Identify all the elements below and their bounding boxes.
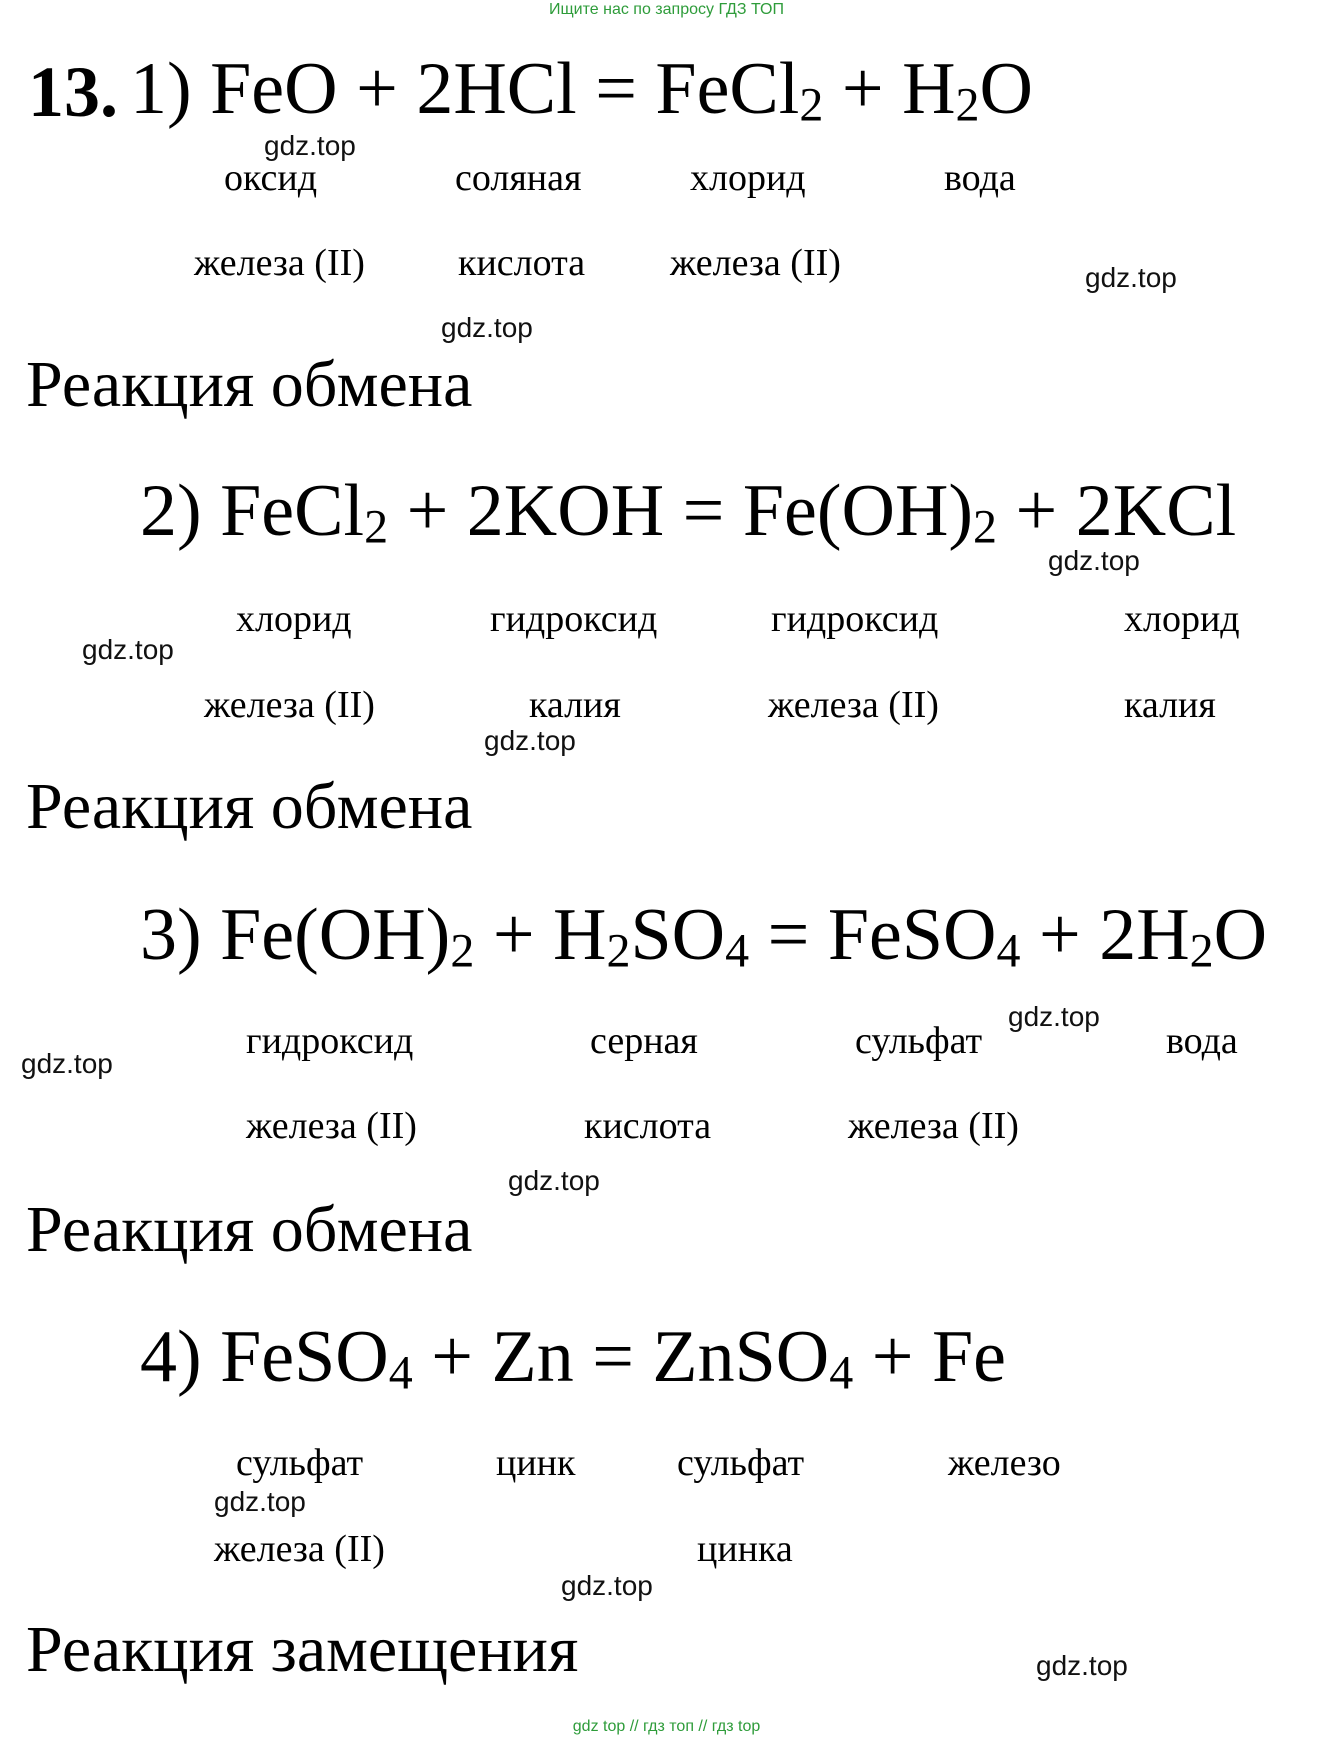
watermark: gdz.top (508, 1165, 600, 1196)
equation-3-part: Fe(OH) (220, 894, 451, 976)
watermark: gdz.top (82, 634, 174, 665)
equation-1-part: FeO + 2HCl = FeCl (210, 48, 800, 130)
eq1-label-top-3: хлорид (690, 157, 806, 199)
eq3-label-top-1: гидроксид (246, 1020, 414, 1062)
equation-1-number: 1) (130, 48, 192, 130)
equation-3-subscript: 2 (606, 924, 631, 978)
eq2-label-bottom-4: калия (1124, 684, 1216, 726)
top-banner: Ищите нас по запросу ГДЗ ТОП (549, 1, 784, 18)
bottom-banner: gdz top // гдз топ // гдз top (572, 1718, 761, 1735)
eq1-label-top-1: оксид (224, 157, 318, 199)
equation-1-part: O (979, 48, 1033, 130)
reaction-type-3: Реакция обмена (26, 1193, 473, 1266)
equation-2-part: FeCl (220, 470, 365, 552)
task-number: 13. (28, 52, 118, 132)
equation-3-part: O (1213, 894, 1268, 976)
eq1-label-bottom-3: железа (II) (670, 242, 841, 284)
equation-1-subscript: 2 (799, 78, 824, 132)
eq4-label-bottom-2: цинка (697, 1528, 793, 1570)
equation-3-subscript: 4 (996, 924, 1021, 978)
eq3-label-bottom-3: железа (II) (848, 1105, 1019, 1147)
equation-2-part: + 2KOH = Fe(OH) (388, 470, 974, 552)
watermark: gdz.top (214, 1486, 306, 1517)
equation-2-subscript: 2 (364, 500, 389, 554)
eq4-label-top-4: железо (948, 1442, 1061, 1484)
equation-2 (140, 470, 1237, 554)
equation-2-subscript: 2 (973, 500, 998, 554)
watermark: gdz.top (264, 130, 356, 161)
equation-1-part: + H (823, 48, 956, 130)
equation-3-part: SO (630, 894, 726, 976)
equation-2-number: 2) (140, 470, 202, 552)
equation-3 (140, 894, 1268, 978)
watermark: gdz.top (484, 725, 576, 756)
eq2-label-top-1: хлорид (236, 598, 352, 640)
equation-4-part: + Zn = ZnSO (412, 1316, 830, 1398)
equation-3-subscript: 4 (725, 924, 750, 978)
eq1-label-top-4: вода (944, 157, 1016, 199)
equation-3-subscript: 2 (1189, 924, 1214, 978)
eq1-label-bottom-2: кислота (458, 242, 586, 284)
eq2-label-bottom-3: железа (II) (768, 684, 939, 726)
equation-3-part: = FeSO (749, 894, 997, 976)
eq2-label-top-2: гидроксид (490, 598, 658, 640)
reaction-type-2: Реакция обмена (26, 770, 473, 843)
eq2-label-top-3: гидроксид (771, 598, 939, 640)
eq4-label-top-1: сульфат (236, 1442, 364, 1484)
eq3-label-top-4: вода (1166, 1020, 1238, 1062)
eq4-label-bottom-1: железа (II) (214, 1528, 385, 1570)
watermark: gdz.top (1048, 545, 1140, 576)
watermark: gdz.top (1008, 1001, 1100, 1032)
watermark: gdz.top (561, 1570, 653, 1601)
equation-3-subscript: 2 (450, 924, 475, 978)
eq2-label-bottom-2: калия (529, 684, 621, 726)
watermark: gdz.top (1036, 1650, 1128, 1681)
equation-4-number: 4) (140, 1316, 202, 1398)
eq3-label-bottom-1: железа (II) (246, 1105, 417, 1147)
eq2-label-bottom-1: железа (II) (204, 684, 375, 726)
equation-3-part: + H (474, 894, 607, 976)
equation-1 (130, 48, 1033, 132)
eq3-label-top-2: серная (590, 1020, 698, 1062)
eq3-label-bottom-2: кислота (584, 1105, 712, 1147)
eq4-label-top-2: цинк (496, 1442, 576, 1484)
reaction-type-4: Реакция замещения (26, 1613, 579, 1686)
equation-4-part: FeSO (220, 1316, 389, 1398)
equation-4-subscript: 4 (388, 1346, 413, 1400)
reaction-type-1: Реакция обмена (26, 348, 473, 421)
equation-3-part: + 2H (1020, 894, 1190, 976)
equation-4 (140, 1316, 1006, 1400)
equation-4-subscript: 4 (829, 1346, 854, 1400)
eq1-label-bottom-1: железа (II) (194, 242, 365, 284)
eq4-label-top-3: сульфат (677, 1442, 805, 1484)
watermark: gdz.top (441, 312, 533, 343)
watermark: gdz.top (21, 1048, 113, 1079)
equation-2-part: + 2KCl (997, 470, 1237, 552)
equation-4-part: + Fe (853, 1316, 1006, 1398)
watermark: gdz.top (1085, 262, 1177, 293)
eq3-label-top-3: сульфат (855, 1020, 983, 1062)
equation-3-number: 3) (140, 894, 202, 976)
eq1-label-top-2: соляная (455, 157, 582, 199)
eq2-label-top-4: хлорид (1124, 598, 1240, 640)
equation-1-subscript: 2 (955, 78, 980, 132)
